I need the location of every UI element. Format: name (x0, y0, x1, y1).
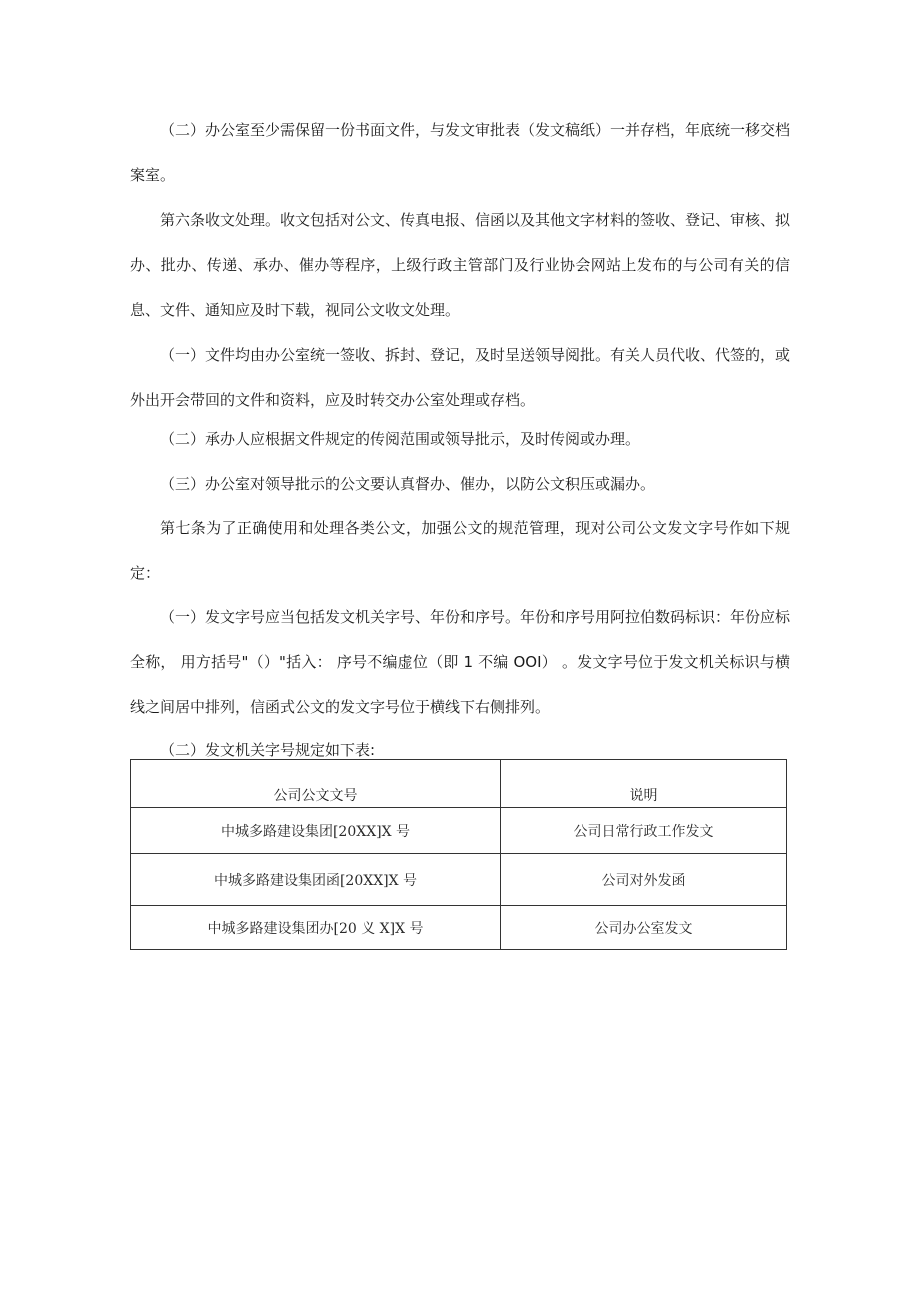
paragraph-handler: （二）承办人应根据文件规定的传阅范围或领导批示，及时传阅或办理。 (160, 430, 641, 448)
paragraph-receive-sign: （一）文件均由办公室统一签收、拆封、登记，及时呈送领导阅批。有关人员代收、代签的，或外出开会带回的文件和资料，应及时转交办公室处理或存档。 (130, 346, 791, 409)
table-row (131, 808, 787, 854)
table-cell-description: 公司对外发函 (501, 854, 787, 906)
table-header-row (131, 760, 787, 808)
table-cell-number: 中城多路建设集团函[20XX]X 号 (131, 854, 501, 906)
paragraph-table-intro: （二）发文机关字号规定如下表: (160, 741, 376, 759)
table-cell-number: 中城多路建设集团[20XX]X 号 (131, 808, 501, 854)
table-row (131, 854, 787, 906)
table-cell-description: 公司日常行政工作发文 (501, 808, 787, 854)
table-header-number: 公司公文文号 (131, 760, 501, 808)
paragraph-number-format: （一）发文字号应当包括发文机关字号、年份和序号。年份和序号用阿拉伯数码标识：年份应标全称， 用方括号"（）"括入： 序号不编虚位（即 1 不编 OOI） 。发文字号位于发文机关标识与横线之间居中排列，信函式公文的发文字号位于横线下右侧排列。 (130, 608, 791, 716)
table-row (131, 906, 787, 950)
table-header-description: 说明 (501, 760, 787, 808)
paragraph-article-6: 第六条收文处理。收文包括对公文、传真电报、信函以及其他文字材料的签收、登记、审核、拟办、批办、传递、承办、催办等程序，上级行政主管部门及行业协会网站上发布的与公司有关的信息、文件、通知应及时下载，视同公文收文处理。 (130, 211, 791, 319)
paragraph-supervise: （三）办公室对领导批示的公文要认真督办、催办，以防公文积压或漏办。 (160, 475, 656, 493)
table-cell-number: 中城多路建设集团办[20 义 X]X 号 (131, 906, 501, 950)
table-cell-description: 公司办公室发文 (501, 906, 787, 950)
paragraph-article-7: 第七条为了正确使用和处理各类公文，加强公文的规范管理，现对公司公文发文字号作如下规定： (130, 519, 790, 582)
paragraph-archive-copy: （二）办公室至少需保留一份书面文件，与发文审批表（发文稿纸）一并存档，年底统一移交档案室。 (130, 121, 791, 184)
document-number-table (130, 759, 787, 950)
